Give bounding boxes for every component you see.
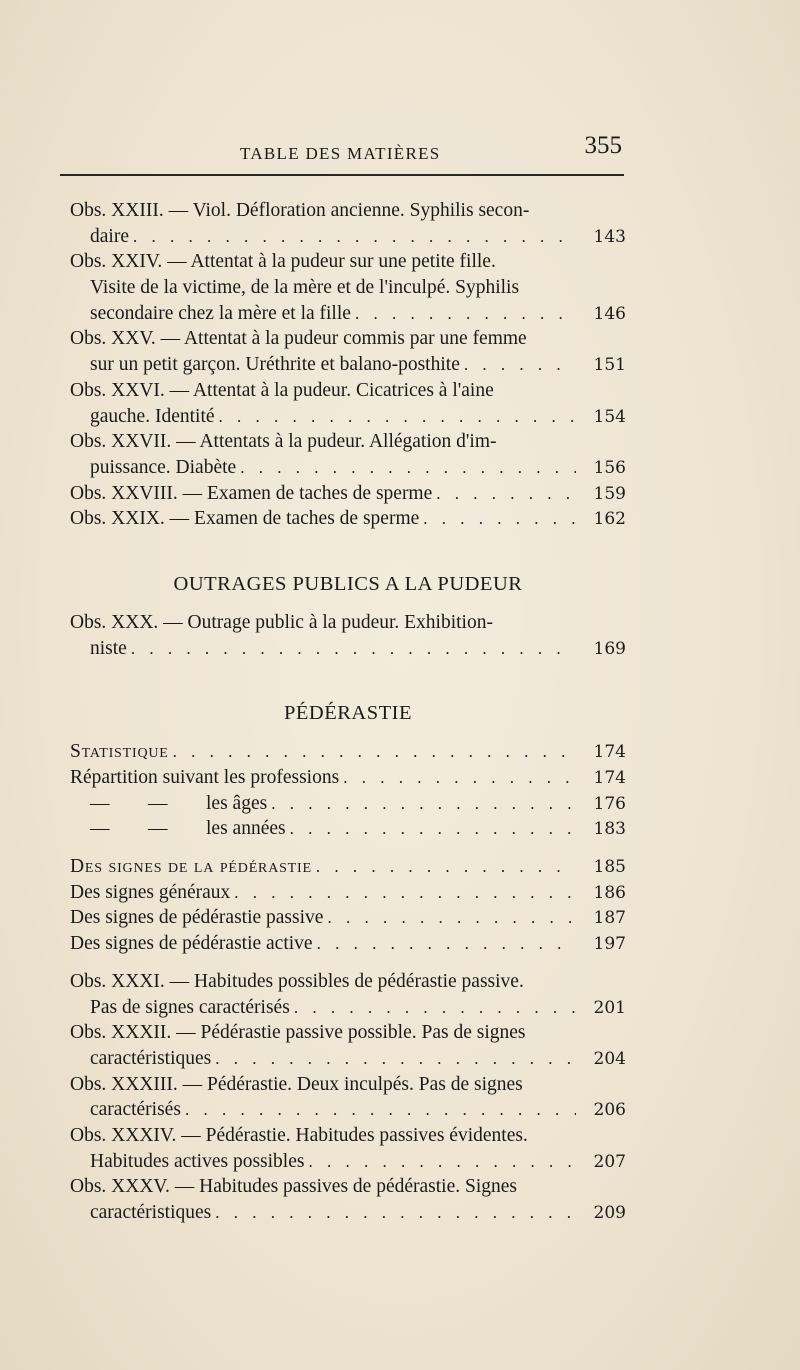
toc-entry [70,1072,626,1123]
section-title-pederastie: PÉDÉRASTIE [284,702,412,725]
entry-page: 206 [593,1100,626,1121]
toc-entry [70,378,626,429]
entry-text: Obs. XXXIV. — Pédérastie. Habitudes passives évidentes. [70,1124,528,1146]
entry-page: 174 [593,768,626,788]
toc-entry [70,1174,626,1225]
entry-text: Des signes généraux [70,881,231,903]
toc-entry [70,880,626,906]
entry-page: 204 [593,1048,626,1069]
entry-text: Habitudes actives possibles [90,1150,305,1172]
ditto-mark: — [90,792,110,814]
dot-leader [133,224,576,250]
entry-text: Des signes de la pédérastie [70,856,312,878]
entry-text: Obs. XXIX. — Examen de taches de sperme [70,508,420,530]
entry-page: 209 [593,1203,626,1223]
entry-text: les années [206,818,286,840]
dot-leader [308,1149,576,1175]
entry-text: Des signes de pédérastie passive [70,907,324,929]
dot-leader [290,816,576,842]
dot-leader [327,905,576,931]
entry-page: 174 [593,742,626,763]
toc-entry [70,969,626,1020]
toc-entry [70,429,626,480]
running-title: TABLE DES MATIÈRES [240,144,441,163]
dot-leader [215,1200,576,1226]
dot-leader [234,880,576,906]
entry-text: Obs. XXX. — Outrage public à la pudeur. Exhibition- [70,611,493,633]
dot-leader [317,931,576,957]
ditto-mark: — [90,818,110,840]
entry-text: Obs. XXXV. — Habitudes passives de pédérastie. Signes [70,1176,517,1198]
entry-text: Statistique [70,741,169,763]
dot-leader [215,1046,576,1072]
dot-leader [219,404,576,430]
dot-leader [464,352,576,378]
entry-text: caractérisés [90,1099,181,1121]
dot-leader [343,765,576,791]
ditto-mark: — [148,792,168,814]
toc-entry [70,854,626,880]
entry-text: Obs. XXXIII. — Pédérastie. Deux inculpés. Pas de signes [70,1073,523,1095]
dot-leader [355,301,576,327]
dot-leader [131,636,576,662]
entry-text: puissance. Diabète [90,456,237,478]
toc-entry [70,905,626,931]
dot-leader [185,1097,576,1123]
dot-leader [240,455,576,481]
entry-text: niste [90,637,127,659]
page-number: 355 [584,132,622,159]
entry-page: 207 [593,1151,626,1172]
entry-page: 156 [593,457,626,478]
entry-text: Pas de signes caractérisés [90,996,290,1018]
toc-entry [70,506,626,532]
toc-entry [70,1123,626,1174]
entry-page: 187 [593,908,626,929]
toc-entry [70,816,626,842]
toc-entry [70,931,626,957]
entry-page: 162 [593,509,626,530]
entry-text: caractéristiques [90,1047,212,1069]
entry-text: Obs. XXVII. — Attentats à la pudeur. Allégation d'im- [70,431,497,453]
toc-entry [70,610,626,661]
dot-leader [173,739,576,765]
section-title-outrages: OUTRAGES PUBLICS A LA PUDEUR [173,572,523,595]
entry-page: 183 [593,819,626,840]
dot-leader [271,791,576,817]
toc-entry [70,739,626,765]
toc-entry [70,326,626,377]
entry-text: Obs. XXVI. — Attentat à la pudeur. Cicatrices à l'aine [70,379,494,401]
entry-page: 185 [593,857,626,878]
dot-leader [316,854,576,880]
toc-entry [70,791,626,817]
entry-page: 151 [593,355,626,376]
entry-page: 176 [593,793,626,814]
toc-entry [70,765,626,791]
dot-leader [423,506,576,532]
entry-text: sur un petit garçon. Uréthrite et balano-posthite [90,354,460,376]
entry-text: caractéristiques [90,1202,212,1223]
entry-text: Obs. XXVIII. — Examen de taches de sperme [70,482,433,504]
toc-entry [70,1020,626,1071]
entry-text: Obs. XXIII. — Viol. Défloration ancienne. Syphilis secon- [70,200,530,221]
entry-text: Obs. XXV. — Attentat à la pudeur commis par une femme [70,328,527,350]
table-of-contents [70,198,626,1226]
dot-leader [436,481,576,507]
entry-page: 146 [593,303,626,324]
toc-entry [70,198,626,249]
entry-page: 186 [593,882,626,903]
entry-page: 201 [593,997,626,1018]
entry-text: daire [90,225,129,247]
entry-page: 169 [593,638,626,659]
page-header [70,132,626,172]
entry-page: 197 [593,934,626,955]
entry-text: Obs. XXXII. — Pédérastie passive possible. Pas de signes [70,1022,526,1044]
toc-entry [70,481,626,507]
entry-text: Obs. XXIV. — Attentat à la pudeur sur une petite fille. [70,251,496,273]
header-rule [60,174,624,176]
entry-text: Répartition suivant les professions [70,767,340,788]
entry-text: Obs. XXXI. — Habitudes possibles de pédérastie passive. [70,970,524,992]
entry-text: secondaire chez la mère et la fille [90,302,351,324]
ditto-mark: — [148,818,168,840]
toc-entry [70,249,626,326]
entry-text: Visite de la victime, de la mère et de l'inculpé. Syphilis [90,277,520,299]
entry-page: 143 [593,226,626,247]
entry-page: 159 [593,483,626,504]
entry-text: gauche. Identité [90,405,215,427]
entry-text: Des signes de pédérastie active [70,933,313,955]
entry-page: 154 [593,406,626,427]
dot-leader [294,995,576,1021]
entry-text: les âges [206,792,268,814]
